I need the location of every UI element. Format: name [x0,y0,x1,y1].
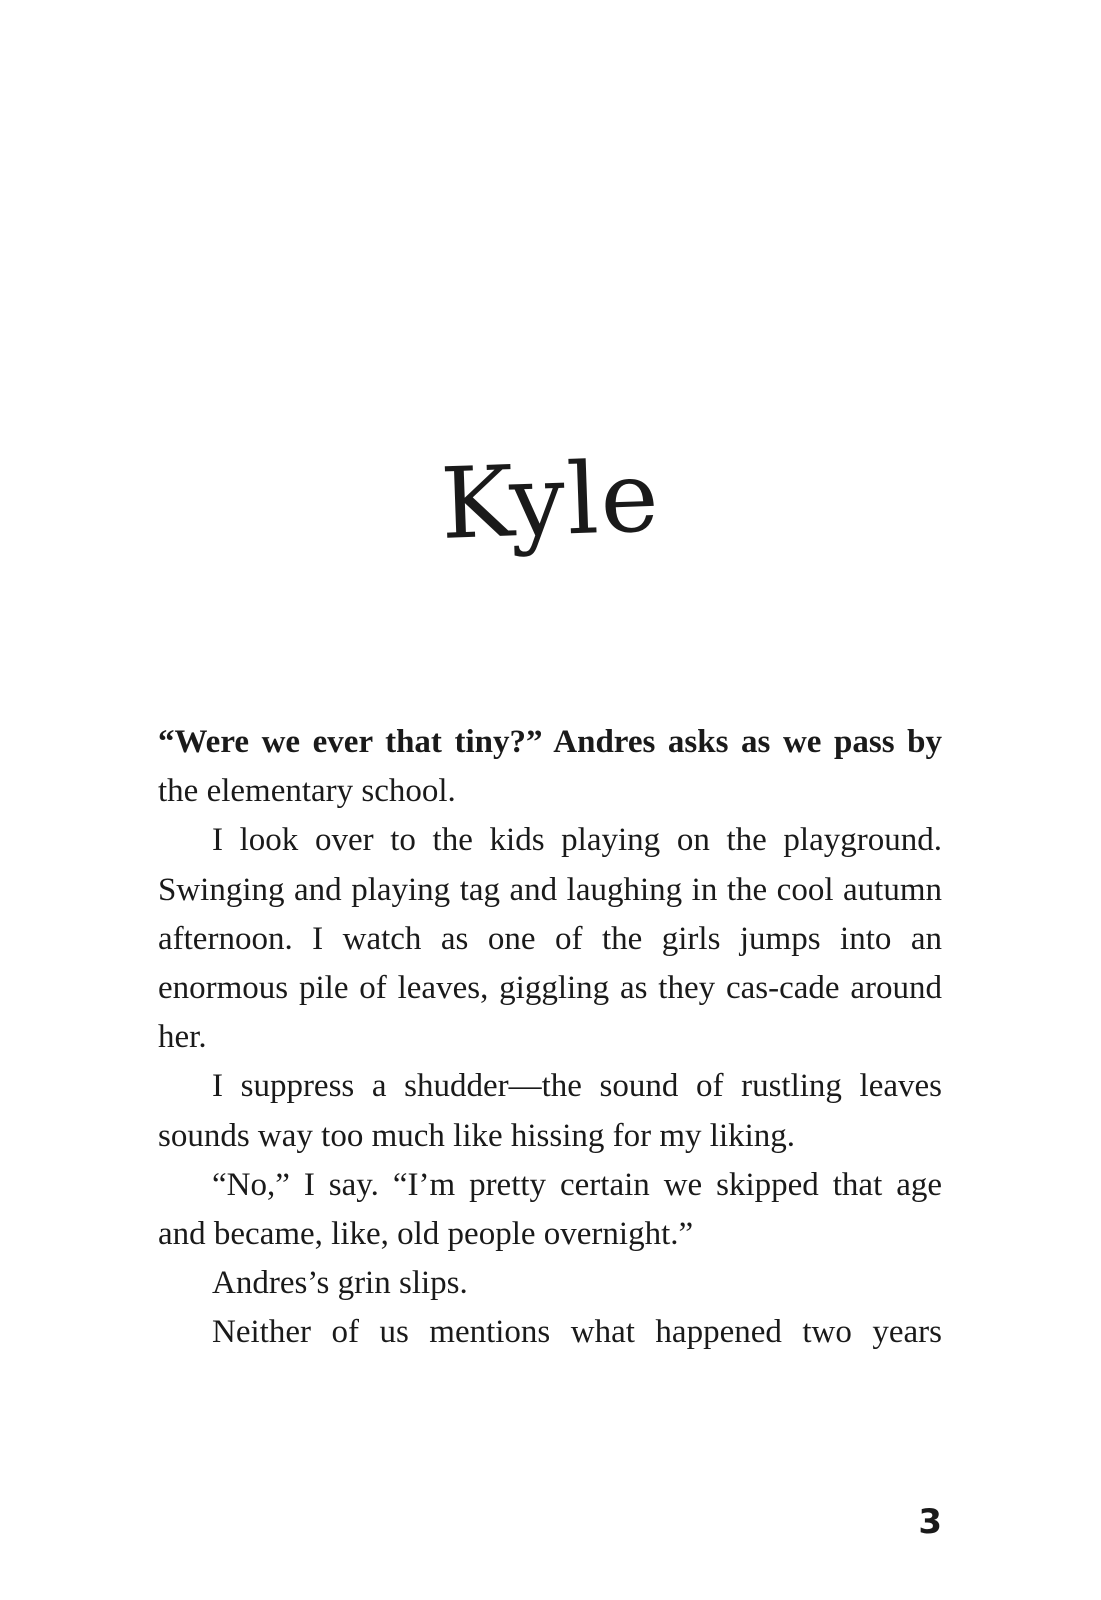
chapter-title: Kyle [438,440,663,562]
paragraph-3: I suppress a shudder—the sound of rustling leaves sounds way too much like hissing for my liking. [158,1068,942,1154]
page-number: 3 [918,1502,942,1542]
lead-in-text: “Were we ever that tiny?” Andres asks as we pass by [158,724,942,760]
paragraph-4: “No,” I say. “I’m pretty certain we skipped that age and became, like, old people overnight.” [158,1166,942,1253]
paragraph-1 [158,718,942,816]
paragraph-6: Neither of us mentions what happened two years [212,1314,942,1351]
paragraph-5: Andres’s grin slips. [212,1265,468,1302]
paragraph-1-text: the elementary school. [158,773,456,810]
body-text [158,718,942,1358]
paragraph-2: I look over to the kids playing on the playground. Swinging and playing tag and laughing in the cool autumn afternoon. I watch as one of the girls jumps into an enormous pile of leaves, giggling as they cas-cade around her. [158,822,942,1056]
